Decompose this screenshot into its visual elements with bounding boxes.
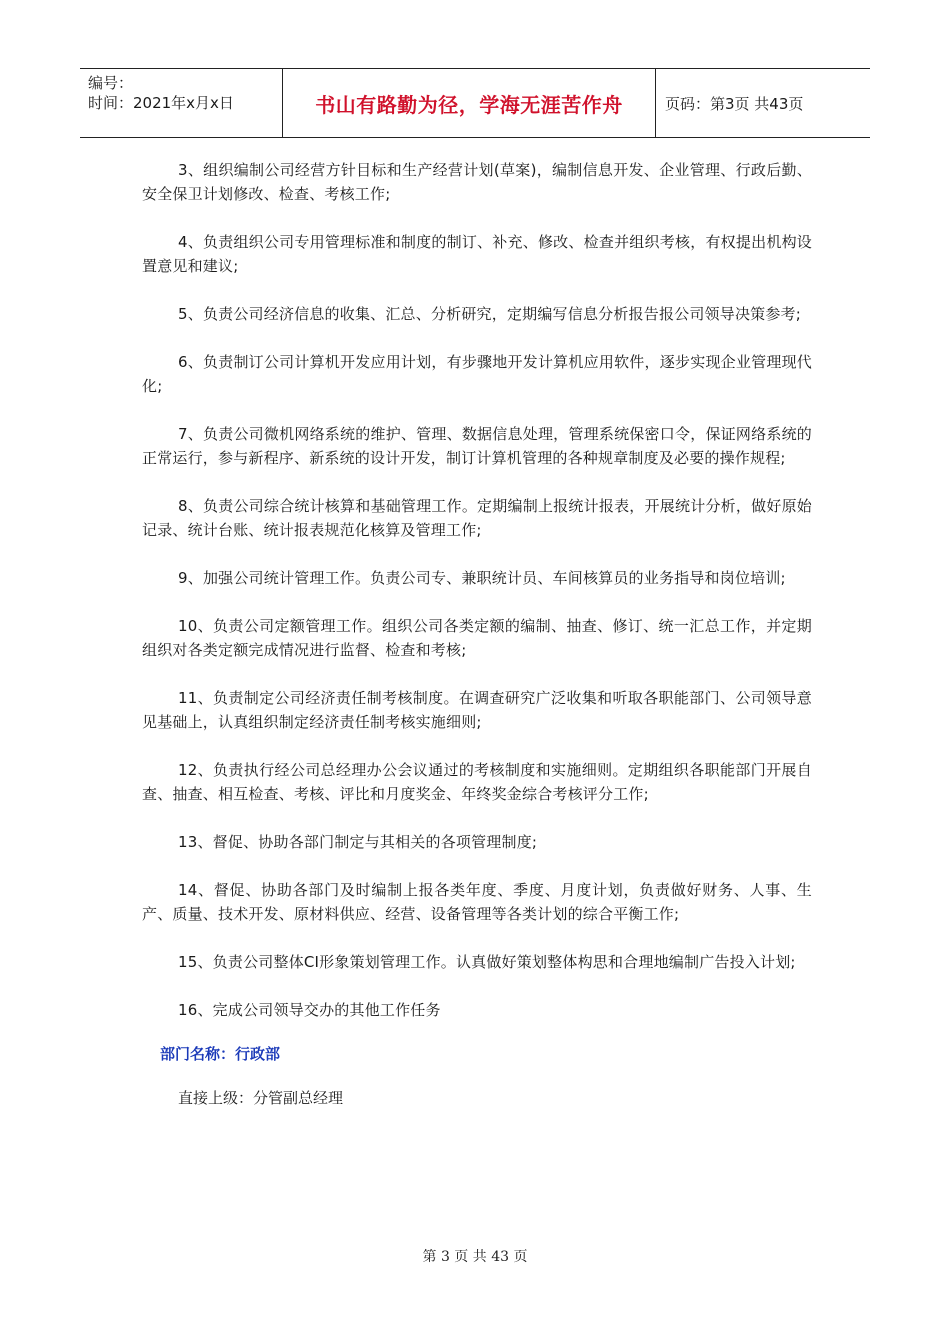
duty-paragraph: 6、负责制订公司计算机开发应用计划，有步骤地开发计算机应用软件，逐步实现企业管理现代化; [142, 353, 812, 395]
page-footer: 第 3 页 共 43 页 [422, 1249, 528, 1265]
duty-paragraph: 4、负责组织公司专用管理标准和制度的制订、补充、修改、检查并组织考核，有权提出机构设置意见和建议; [142, 233, 812, 275]
header-left-cell [80, 69, 282, 137]
document-date: 时间：2021年x月x日 [88, 94, 234, 112]
supervisor-line: 直接上级：分管副总经理 [178, 1089, 344, 1107]
duty-paragraph: 16、完成公司领导交办的其他工作任务 [178, 1001, 441, 1019]
duty-paragraph: 13、督促、协助各部门制定与其相关的各项管理制度; [178, 833, 538, 851]
duty-paragraph: 7、负责公司微机网络系统的维护、管理、数据信息处理，管理系统保密口令，保证网络系统的正常运行，参与新程序、新系统的设计开发，制订计算机管理的各种规章制度及必要的操作规程; [142, 425, 812, 467]
duty-paragraph: 11、负责制定公司经济责任制考核制度。在调查研究广泛收集和听取各职能部门、公司领导意见基础上，认真组织制定经济责任制考核实施细则; [142, 689, 812, 731]
department-heading: 部门名称：行政部 [160, 1045, 281, 1063]
duty-paragraph: 10、负责公司定额管理工作。组织公司各类定额的编制、抽查、修订、统一汇总工作，并定期组织对各类定额完成情况进行监督、检查和考核; [142, 617, 812, 659]
page-header [80, 68, 870, 138]
duty-paragraph: 3、组织编制公司经营方针目标和生产经营计划(草案)，编制信息开发、企业管理、行政后勤、安全保卫计划修改、检查、考核工作; [142, 161, 812, 203]
duty-paragraph: 8、负责公司综合统计核算和基础管理工作。定期编制上报统计报表，开展统计分析，做好原始记录、统计台账、统计报表规范化核算及管理工作; [142, 497, 812, 539]
duty-paragraph: 15、负责公司整体CI形象策划管理工作。认真做好策划整体构思和合理地编制广告投入计划; [178, 953, 796, 971]
header-page-info: 页码：第3页 共43页 [665, 94, 804, 113]
duty-paragraph: 5、负责公司经济信息的收集、汇总、分析研究，定期编写信息分析报告报公司领导决策参考; [178, 305, 802, 323]
duty-paragraph: 14、督促、协助各部门及时编制上报各类年度、季度、月度计划，负责做好财务、人事、生产、质量、技术开发、原材料供应、经营、设备管理等各类计划的综合平衡工作; [142, 881, 812, 923]
document-body [142, 158, 812, 1110]
duty-paragraph: 12、负责执行经公司总经理办公会议通过的考核制度和实施细则。定期组织各职能部门开展自查、抽查、相互检查、考核、评比和月度奖金、年终奖金综合考核评分工作; [142, 761, 812, 803]
header-motto: 书山有路勤为径，学海无涯苦作舟 [282, 69, 656, 137]
document-number-label: 编号： [88, 74, 134, 92]
duty-paragraph: 9、加强公司统计管理工作。负责公司专、兼职统计员、车间核算员的业务指导和岗位培训; [178, 569, 786, 587]
